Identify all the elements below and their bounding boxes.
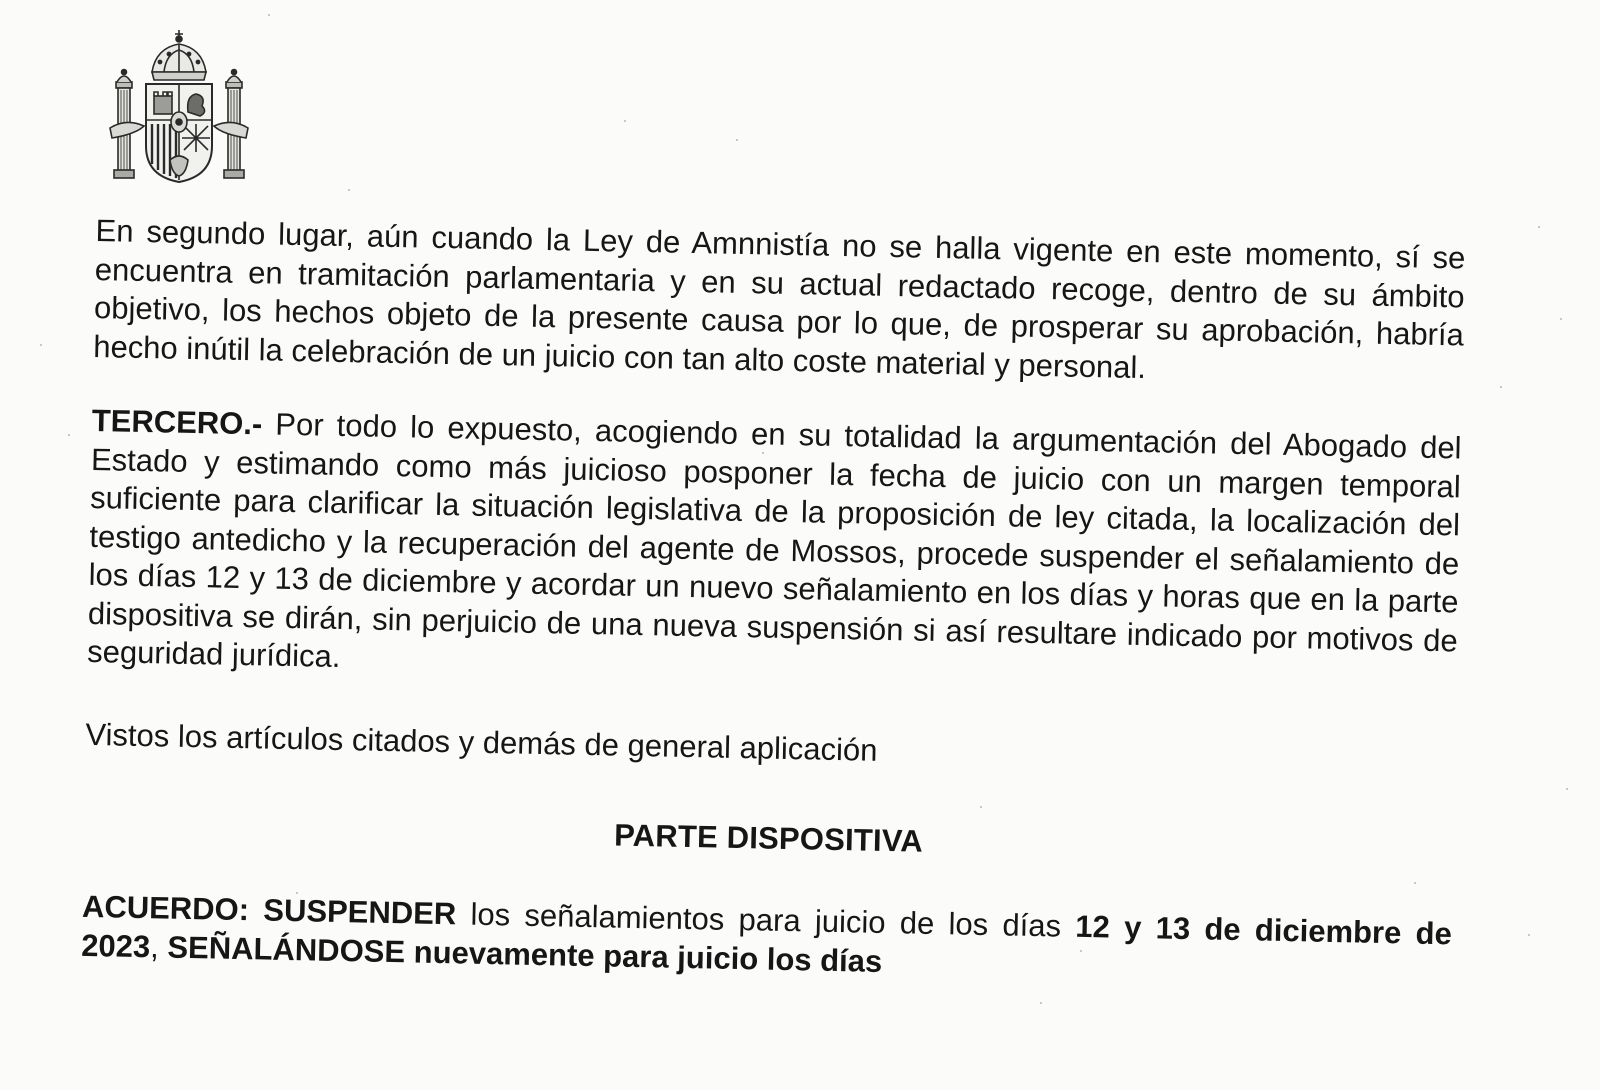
paragraph-segundo-lugar: En segundo lugar, aún cuando la Ley de Amnnistía no se halla vigente en este momento, sí se encuentra en tramitación parlamentaria y en su actual redactado recoge, dentro de su ámbito objetivo, los hechos objeto de la presente causa por lo que, de prosperar su aprobación, habría hecho inútil la celebración de un juicio con tan alto coste material y personal. — [92, 212, 1466, 385]
paragraph-vistos: Vistos los artículos citados y demás de general aplicación — [85, 716, 878, 768]
scan-speck — [1560, 318, 1562, 320]
scan-speck — [736, 139, 738, 141]
document-body — [81, 212, 1466, 992]
paragraph-acuerdo — [81, 888, 1452, 992]
scan-speck — [268, 14, 270, 16]
scan-speck — [624, 120, 626, 122]
scan-speck — [348, 189, 350, 191]
paragraph-tercero-lead: TERCERO.- — [91, 402, 263, 442]
scan-speck — [1528, 934, 1530, 936]
scan-speck — [1538, 226, 1540, 228]
paragraph-tercero-body: Por todo lo expuesto, acogiendo en su totalidad la argumentación del Abogado del Estado y estimando como más juicioso posponer la fecha de juicio con un margen temporal suficiente para clarificar la situación legislativa de la proposición de ley citada, la localización del testigo antedicho y la recuperación del agente de Mossos, procede suspender el señalamiento de los días 12 y 13 de diciembre y acordar un nuevo señalamiento en los días y horas que en la parte dispositiva se dirán, sin perjuicio de una nueva suspensión si así resultare indicado por motivos de seguridad jurídica. — [86, 406, 1462, 674]
paragraph-acuerdo-lead2: SEÑALÁNDOSE nuevamente para juicio los días — [167, 929, 883, 979]
paragraph-tercero — [87, 402, 1462, 699]
section-heading: PARTE DISPOSITIVA — [613, 817, 924, 859]
scan-speck — [1040, 1002, 1042, 1004]
scan-speck — [1566, 788, 1568, 790]
paragraph-acuerdo-sep: , — [149, 928, 168, 965]
paragraph-acuerdo-dates: 12 y 13 de diciembre de 2023 — [80, 908, 1453, 964]
scan-speck — [40, 344, 42, 346]
scan-speck — [68, 434, 70, 436]
paragraph-acuerdo-mid: los señalamientos para juicio de los días — [455, 896, 1076, 944]
paragraph-acuerdo-lead: ACUERDO: SUSPENDER — [81, 888, 457, 932]
coat-of-arms-icon — [108, 30, 250, 186]
scan-speck — [1500, 386, 1502, 388]
